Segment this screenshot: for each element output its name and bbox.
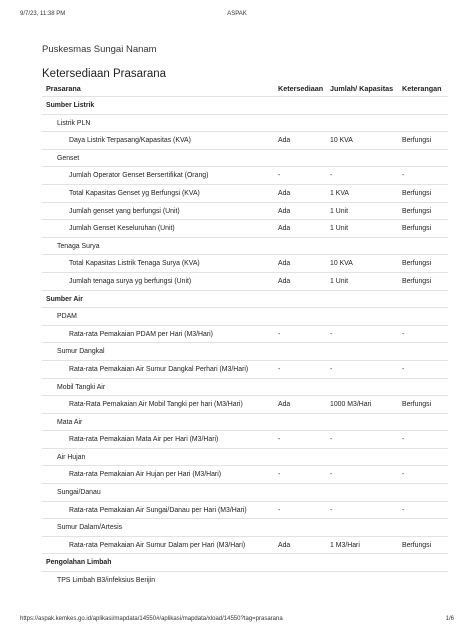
header-keterangan: Keterangan (402, 84, 442, 93)
row-availability: Ada (278, 189, 291, 197)
table-subgroup-row (42, 413, 448, 431)
table-row (42, 325, 448, 343)
row-label: Sumur Dangkal (57, 348, 105, 356)
row-quantity: 1000 M3/Hari (330, 401, 372, 409)
row-label: Pengolahan Limbah (46, 559, 112, 567)
row-availability: Ada (278, 225, 291, 233)
table-subgroup-row (42, 518, 448, 536)
row-label: Mata Air (57, 418, 83, 426)
row-label: Tenaga Surya (57, 242, 100, 250)
row-label: Jumlah Operator Genset Bersertifikat (Orang) (69, 172, 209, 180)
print-header (0, 0, 474, 22)
row-label: Rata-rata Pemakaian Mata Air per Hari (M3/Hari) (69, 436, 219, 444)
row-label: Air Hujan (57, 453, 86, 461)
row-label: Sumber Air (46, 295, 83, 303)
row-availability: Ada (278, 401, 291, 409)
table-row (42, 395, 448, 413)
row-availability: Ada (278, 541, 291, 549)
row-note: - (402, 365, 405, 373)
row-label: Total Kapasitas Listrik Tenaga Surya (KVA) (69, 260, 200, 268)
table-subgroup-row (42, 114, 448, 132)
row-note: Berfungsi (402, 137, 432, 145)
row-quantity: 1 Unit (330, 277, 349, 285)
table-row (42, 465, 448, 483)
row-quantity: - (330, 436, 333, 444)
table-row (42, 131, 448, 149)
row-note: Berfungsi (402, 260, 432, 268)
row-label: TPS Limbah B3/infeksius Berijin (57, 577, 156, 585)
row-note: - (402, 471, 405, 479)
row-quantity: 1 Unit (330, 225, 349, 233)
row-quantity: - (330, 365, 333, 373)
prasarana-table (42, 96, 448, 589)
row-label: Rata-Rata Pemakaian Air Mobil Tangki per hari (M3/Hari) (69, 401, 243, 409)
row-quantity: 1 M3/Hari (330, 541, 360, 549)
row-quantity: 1 Unit (330, 207, 349, 215)
row-label: Rata-rata Pemakaian Air Sumur Dangkal Perhari (M3/Hari) (69, 365, 249, 373)
row-quantity: - (330, 172, 333, 180)
table-subgroup-row (42, 378, 448, 396)
row-availability: - (278, 172, 281, 180)
print-footer (0, 610, 474, 632)
table-row (42, 166, 448, 184)
row-availability: - (278, 330, 281, 338)
row-label: PDAM (57, 313, 77, 321)
row-label: Rata-rata Pemakaian Air Sumur Dalam per Hari (M3/Hari) (69, 541, 246, 549)
table-subgroup-row (42, 237, 448, 255)
header-ketersediaan: Ketersediaan (278, 84, 324, 93)
row-label: Sumber Listrik (46, 102, 95, 109)
row-availability: Ada (278, 137, 291, 145)
header-jumlah-kapasitas: Jumlah/ Kapasitas (330, 84, 394, 93)
table-row (42, 430, 448, 448)
row-quantity: 10 KVA (330, 260, 353, 268)
row-label: Rata-rata Pemakaian PDAM per Hari (M3/Hari) (69, 330, 213, 338)
print-title: ASPAK (227, 11, 247, 17)
row-note: Berfungsi (402, 541, 432, 549)
row-quantity: 10 KVA (330, 137, 353, 145)
row-note: Berfungsi (402, 189, 432, 197)
row-availability: - (278, 506, 281, 514)
row-quantity: - (330, 471, 333, 479)
table-row (42, 360, 448, 378)
row-availability: Ada (278, 207, 291, 215)
row-availability: - (278, 436, 281, 444)
row-label: Rata-rata Pemakaian Air Sungai/Danau per Hari (M3/Hari) (69, 506, 247, 514)
row-availability: Ada (278, 277, 291, 285)
table-subgroup-row (42, 149, 448, 167)
facility-name: Puskesmas Sungai Nanam (42, 44, 157, 55)
row-note: Berfungsi (402, 207, 432, 215)
table-row (42, 501, 448, 519)
row-label: Jumlah tenaga surya yg berfungsi (Unit) (69, 277, 192, 285)
table-row (42, 202, 448, 220)
row-label: Sungai/Danau (57, 489, 101, 497)
row-label: Jumlah genset yang berfungsi (Unit) (69, 207, 180, 215)
row-label: Mobil Tangki Air (57, 383, 106, 391)
table-group-row (42, 553, 448, 571)
row-label: Rata-rata Pemakaian Air Hujan per Hari (M3/Hari) (69, 471, 222, 479)
row-label: Daya Listrik Terpasang/Kapasitas (KVA) (69, 137, 191, 145)
table-row (42, 184, 448, 202)
row-availability: - (278, 365, 281, 373)
row-note: Berfungsi (402, 225, 432, 233)
row-label: Listrik PLN (57, 119, 91, 127)
row-label: Jumlah Genset Keseluruhan (Unit) (69, 225, 175, 233)
row-note: - (402, 172, 405, 180)
row-quantity: - (330, 506, 333, 514)
row-note: - (402, 506, 405, 514)
table-row (42, 272, 448, 290)
row-note: - (402, 436, 405, 444)
table-header (42, 84, 448, 96)
table-subgroup-row (42, 342, 448, 360)
table-row (42, 536, 448, 554)
table-subgroup-row (42, 571, 448, 589)
header-prasarana: Prasarana (46, 84, 81, 93)
row-quantity: - (330, 330, 333, 338)
row-availability: Ada (278, 260, 291, 268)
table-row (42, 254, 448, 272)
table-group-row (42, 96, 448, 114)
table-subgroup-row (42, 448, 448, 466)
row-note: - (402, 330, 405, 338)
row-availability: - (278, 471, 281, 479)
table-row (42, 219, 448, 237)
section-title: Ketersediaan Prasarana (42, 68, 167, 80)
page-number: 1/6 (445, 616, 454, 622)
table-group-row (42, 290, 448, 308)
row-label: Sumur Dalam/Artesis (57, 524, 123, 532)
print-datetime: 9/7/23, 11:38 PM (20, 11, 66, 17)
table-subgroup-row (42, 483, 448, 501)
row-note: Berfungsi (402, 401, 432, 409)
row-label: Total Kapasitas Genset yg Berfungsi (KVA) (69, 189, 200, 197)
table-subgroup-row (42, 307, 448, 325)
row-label: Genset (57, 154, 80, 162)
row-note: Berfungsi (402, 277, 432, 285)
page-url: https://aspak.kemkes.go.id/aplikasi/mapdata/14550#/aplikasi/mapdata/xload/14550?tag=prasarana (20, 616, 283, 622)
row-quantity: 1 KVA (330, 189, 350, 197)
